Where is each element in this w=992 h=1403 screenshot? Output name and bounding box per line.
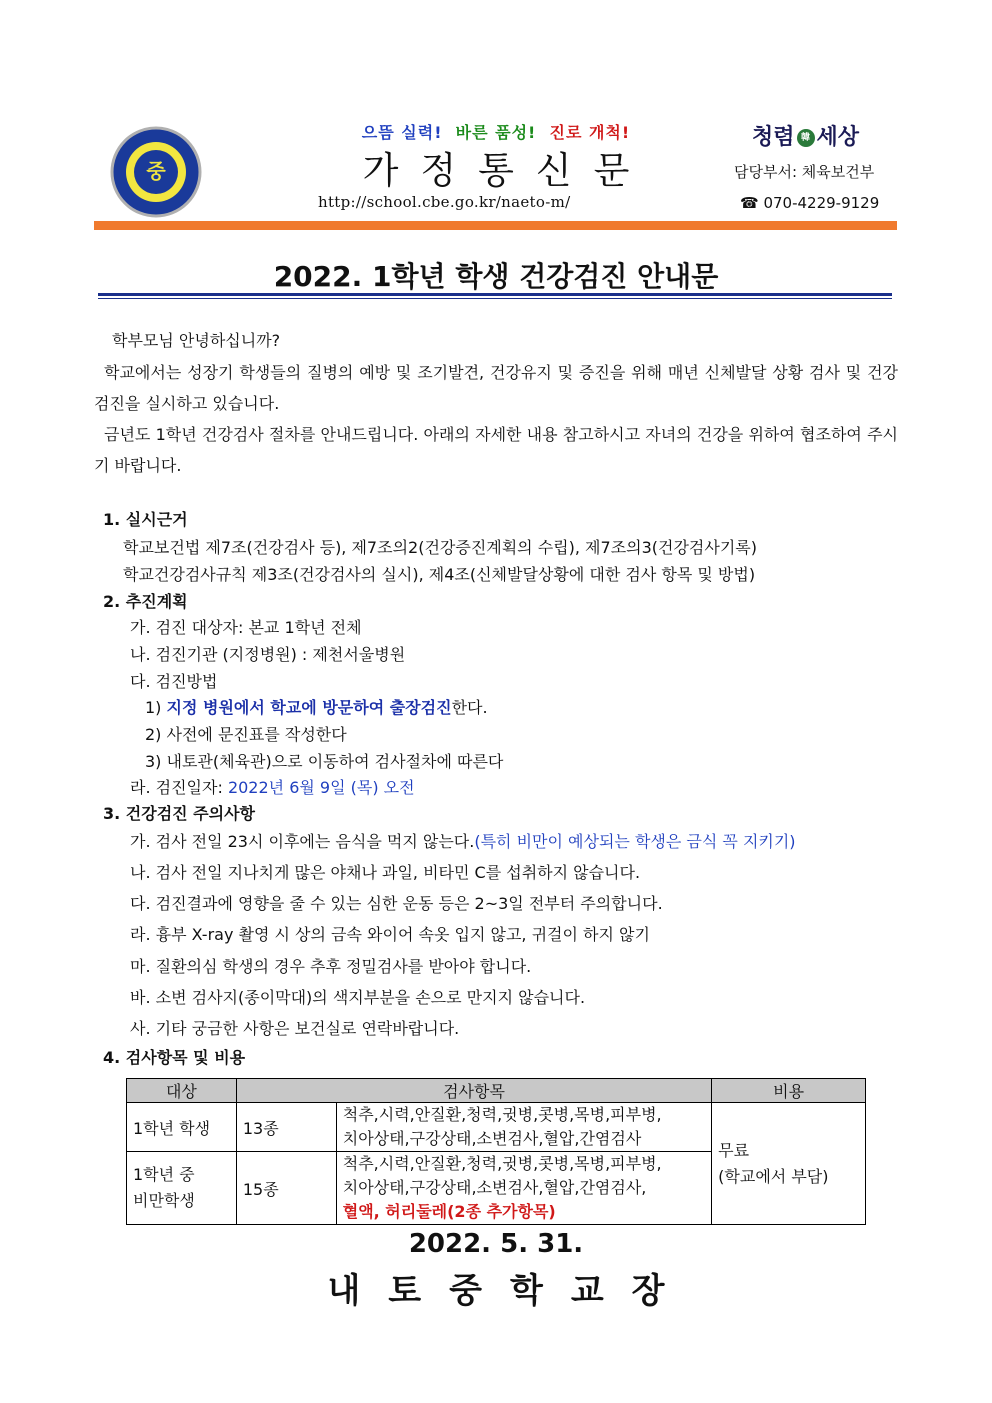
section-3-item-g: 사. 기타 궁금한 사항은 보건실로 연락바랍니다. <box>130 1019 460 1038</box>
row-1-items-line-2: 치아상태,구강상태,소변검사,혈압,간염검사 <box>342 1129 642 1148</box>
section-3-item-b: 나. 검사 전일 지나치게 많은 야채나 과일, 비타민 C를 섭취하지 않습니다. <box>130 863 641 882</box>
section-3-item-a <box>130 829 796 852</box>
intro-paragraph-1: 학교에서는 성장기 학생들의 질병의 예방 및 조기발견, 건강유지 및 증진을 위해 매년 신체발달 상황 검사 및 건강검진을 실시하고 있습니다. <box>94 363 898 413</box>
method-1-highlight: 지정 병원에서 학교에 방문하여 출장검진 <box>166 698 452 717</box>
row-2-items-extra: 혈액, 허리둘레(2종 추가항목) <box>342 1202 556 1221</box>
row-2-target-line-1: 1학년 중 <box>133 1165 195 1184</box>
department: 담당부서: 체육보건부 <box>734 163 875 181</box>
row-2-items <box>336 1152 711 1225</box>
row-2-count: 15종 <box>236 1152 336 1225</box>
exam-items-table <box>126 1078 866 1225</box>
title-underline-thin <box>98 298 892 299</box>
issue-date: 2022. 5. 31. <box>408 1229 584 1259</box>
cost-line-1: 무료 <box>718 1140 750 1160</box>
intro-paragraph-2: 금년도 1학년 건강검사 절차를 안내드립니다. 아래의 자세한 내용 참고하시고 자녀의 건강을 위하여 협조하여 주시기 바랍니다. <box>94 425 898 475</box>
phone-icon: ☎ <box>740 194 759 212</box>
row-2-items-line-2: 치아상태,구강상태,소변검사,혈압,간염검사, <box>342 1178 647 1197</box>
section-1-line-1: 학교보건법 제7조(건강검사 등), 제7조의2(건강증진계획의 수립), 제7조의3(건강검사기록) <box>123 538 758 557</box>
section-2-heading: 2. 추진계획 <box>103 592 188 611</box>
cost-line-2: (학교에서 부담) <box>718 1166 829 1186</box>
caution-a-note: (특히 비만이 예상되는 학생은 금식 꼭 지키기) <box>474 832 796 851</box>
phone-number: 070-4229-9129 <box>763 194 880 212</box>
method-1-tail: 한다. <box>451 698 488 717</box>
row-1-items <box>336 1103 711 1152</box>
slogan-3: 진로 개척! <box>549 123 631 142</box>
caution-a-text: 가. 검사 전일 23시 이후에는 음식을 먹지 않는다. <box>130 832 475 851</box>
section-3-heading: 3. 건강검진 주의사항 <box>103 804 255 823</box>
slogan-2: 바른 품성! <box>455 123 537 142</box>
school-url[interactable]: http://school.cbe.go.kr/naeto-m/ <box>318 193 571 211</box>
principal-signature: 내토중학교장 <box>327 1271 693 1311</box>
document-title: 2022. 1학년 학생 건강검진 안내문 <box>273 260 719 293</box>
section-2-item-a: 가. 검진 대상자: 본교 1학년 전체 <box>130 618 362 637</box>
exam-date-label: 라. 검진일자: <box>130 778 223 797</box>
section-1-line-2: 학교건강검사규칙 제3조(건강검사의 실시), 제4조(신체발달상황에 대한 검사 항목 및 방법) <box>123 565 756 584</box>
integrity-logo <box>752 120 859 151</box>
section-2-method-3: 3) 내토관(체육관)으로 이동하여 검사절차에 따른다 <box>145 752 504 771</box>
table-row <box>127 1103 866 1152</box>
row-1-items-line-1: 척추,시력,안질환,청력,귓병,콧병,목병,피부병, <box>342 1105 662 1124</box>
section-3-item-f: 바. 소변 검사지(종이막대)의 색지부분을 손으로 만지지 않습니다. <box>130 988 586 1007</box>
table-header-row <box>127 1079 866 1103</box>
section-3-item-d: 라. 흉부 X-ray 촬영 시 상의 금속 와이어 속옷 입지 않고, 귀걸이 하지 않기 <box>130 925 650 944</box>
brand-right: 세상 <box>816 124 860 150</box>
phone-line <box>740 194 879 212</box>
section-4-heading: 4. 검사항목 및 비용 <box>103 1048 246 1067</box>
section-2-method-2: 2) 사전에 문진표를 작성한다 <box>145 725 347 744</box>
section-3-item-e: 마. 질환의심 학생의 경우 추후 정밀검사를 받아야 합니다. <box>130 957 532 976</box>
svg-text:중: 중 <box>146 159 166 183</box>
section-1-heading: 1. 실시근거 <box>103 510 188 529</box>
method-1-number: 1) <box>145 698 162 717</box>
row-2-items-line-1: 척추,시력,안질환,청력,귓병,콧병,목병,피부병, <box>342 1154 662 1173</box>
newsletter-title: 가정통신문 <box>362 149 652 192</box>
row-2-target <box>127 1152 237 1225</box>
title-underline <box>98 293 892 296</box>
row-2-target-line-2: 비만학생 <box>133 1191 195 1210</box>
exam-date-value: 2022년 6월 9일 (목) 오전 <box>227 778 415 797</box>
intro-greeting: 학부모님 안녕하십니까? <box>112 331 281 350</box>
section-3-item-c: 다. 검진결과에 영향을 줄 수 있는 심한 운동 등은 2~3일 전부터 주의합니다. <box>130 894 663 913</box>
row-1-target: 1학년 학생 <box>127 1103 237 1152</box>
section-2-item-d <box>130 775 415 798</box>
section-2-item-b: 나. 검진기관 (지정병원) : 제천서울병원 <box>130 645 406 664</box>
header-divider <box>94 221 897 230</box>
section-2-method-1 <box>145 695 488 718</box>
header-target: 대상 <box>127 1079 237 1103</box>
row-1-count: 13종 <box>236 1103 336 1152</box>
brand-mid: 韓 <box>797 129 815 147</box>
brand-left: 청렴 <box>752 124 795 150</box>
header-cost: 비용 <box>712 1079 866 1103</box>
cost-cell <box>712 1103 866 1225</box>
header-items: 검사항목 <box>236 1079 711 1103</box>
section-2-item-c: 다. 검진방법 <box>130 672 218 691</box>
slogan-1: 으뜸 실력! <box>361 123 443 142</box>
